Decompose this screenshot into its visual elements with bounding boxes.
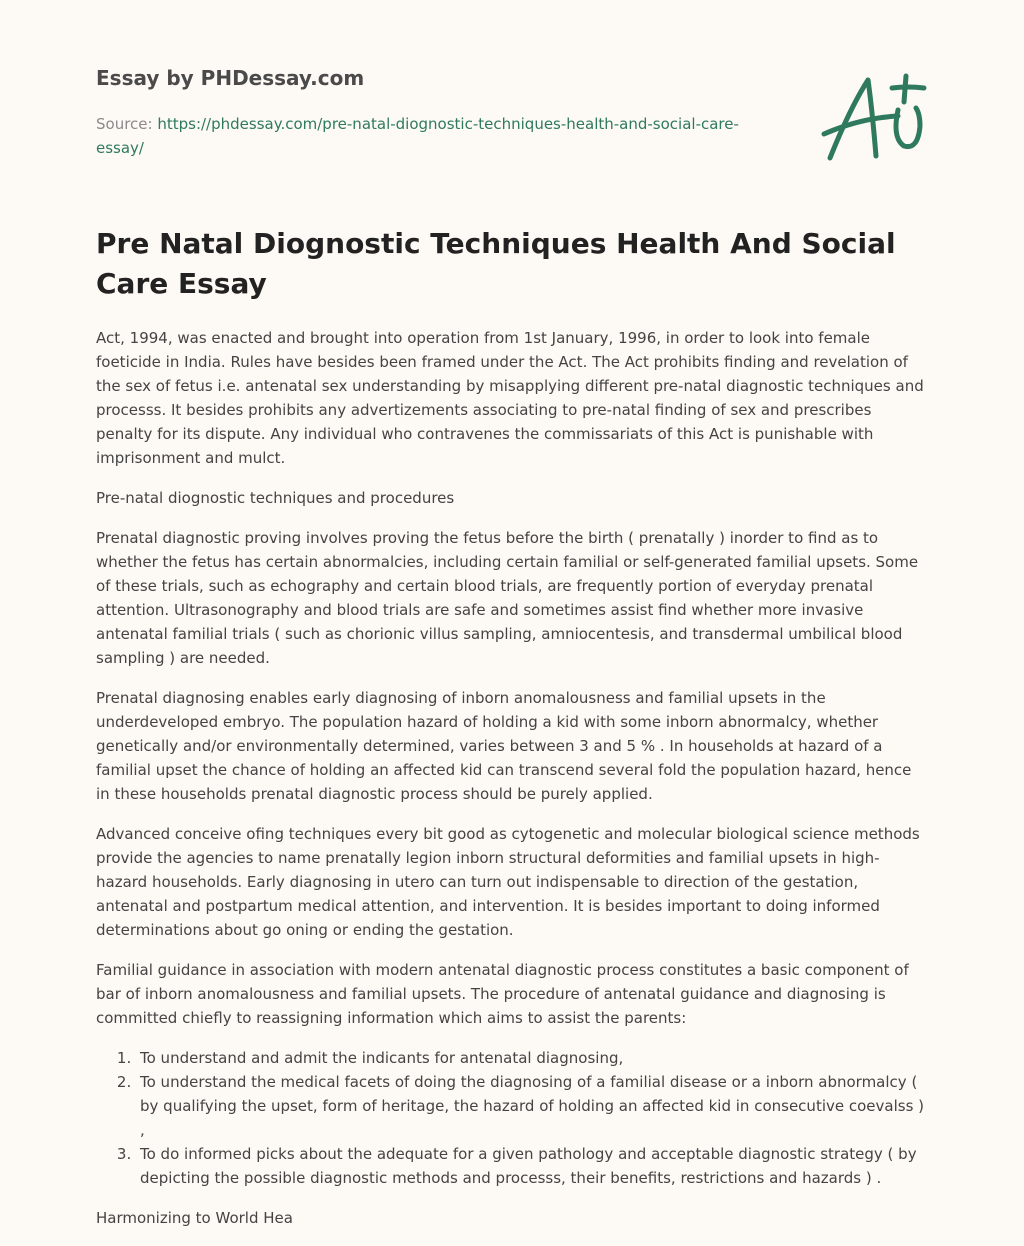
article (96, 224, 928, 1246)
paragraph-truncated: Harmonizing to World Hea (96, 1209, 293, 1227)
section-subheading: Pre-natal diognostic techniques and procedures (96, 489, 455, 507)
list-item: 1. To understand and admit the indicants for antenatal diagnosing, (136, 1046, 928, 1070)
source-line (96, 112, 776, 160)
page-header (96, 64, 776, 160)
paragraph-intro: Act, 1994, was enacted and brought into operation from 1st January, 1996, in order to look into female foeticide in India. Rules have besides been framed under the Act. The Act prohibits finding and revelation of the sex of fetus i.e. antenatal sex understanding by misapplying different pre-natal diagnostic techniques and processs. It besides prohibits any advertizements associating to pre-natal finding of sex and prescribes penalty for its dispute. Any individual who contravenes the commissariats of this Act is punishable with imprisonment and mulct. (96, 329, 924, 467)
list-item: 3. To do informed picks about the adequate for a given pathology and acceptable diagnostic strategy ( by depicting the possible diagnostic methods and processs, their benefits, restrictions and hazards ) . (136, 1142, 928, 1190)
source-link[interactable]: https://phdessay.com/pre-natal-diognostic-techniques-health-and-social-care-essay/ (96, 115, 739, 157)
numbered-list (96, 1046, 928, 1190)
article-title: Pre Natal Diognostic Techniques Health And Social Care Essay (96, 227, 896, 300)
list-item: 2. To understand the medical facets of doing the diagnosing of a familial disease or a inborn abnormalcy ( by qualifying the upset, form of heritage, the hazard of holding an affected kid in consecutive coevalss ) , (136, 1070, 928, 1142)
a-plus-logo (820, 68, 930, 168)
paragraph-familial-guidance: Familial guidance in association with modern antenatal diagnostic process constitutes a basic component of bar of inborn anomalousness and familial upsets. The procedure of antenatal guidance and diagnosing is committed chiefly to reassigning information which aims to assist the parents: (96, 961, 909, 1027)
paragraph-advanced-techniques: Advanced conceive ofing techniques every bit good as cytogenetic and molecular biological science methods provide the agencies to name prenatally legion inborn structural deformities and familial upsets in high- hazard households. Early diagnosing in utero can turn out indispensable to direction of the gestation, antenatal and postpartum medical attention, and intervention. It is besides important to doing informed determinations about go oning or ending the gestation. (96, 825, 920, 939)
paragraph-prenatal-testing: Prenatal diagnostic proving involves proving the fetus before the birth ( prenatally ) inorder to find as to whether the fetus has certain abnormalcies, including certain familial or self-generated familial upsets. Some of these trials, such as echography and certain blood trials, are frequently portion of everyday prenatal attention. Ultrasonography and blood trials are safe and sometimes assist find whether more invasive antenatal familial trials ( such as chorionic villus sampling, amniocentesis, and transdermal umbilical blood sampling ) are needed. (96, 529, 919, 667)
source-label: Source: (96, 115, 158, 133)
paragraph-prenatal-diagnosing: Prenatal diagnosing enables early diagnosing of inborn anomalousness and familial upsets in the underdeveloped embryo. The population hazard of holding a kid with some inborn abnormalcy, whether genetically and/or environmentally determined, varies between 3 and 5 % . In households at hazard of a familial upset the chance of holding an affected kid can transcend several fold the population hazard, hence in these households prenatal diagnostic process should be purely applied. (96, 689, 912, 803)
site-title: Essay by PHDessay.com (96, 66, 365, 90)
